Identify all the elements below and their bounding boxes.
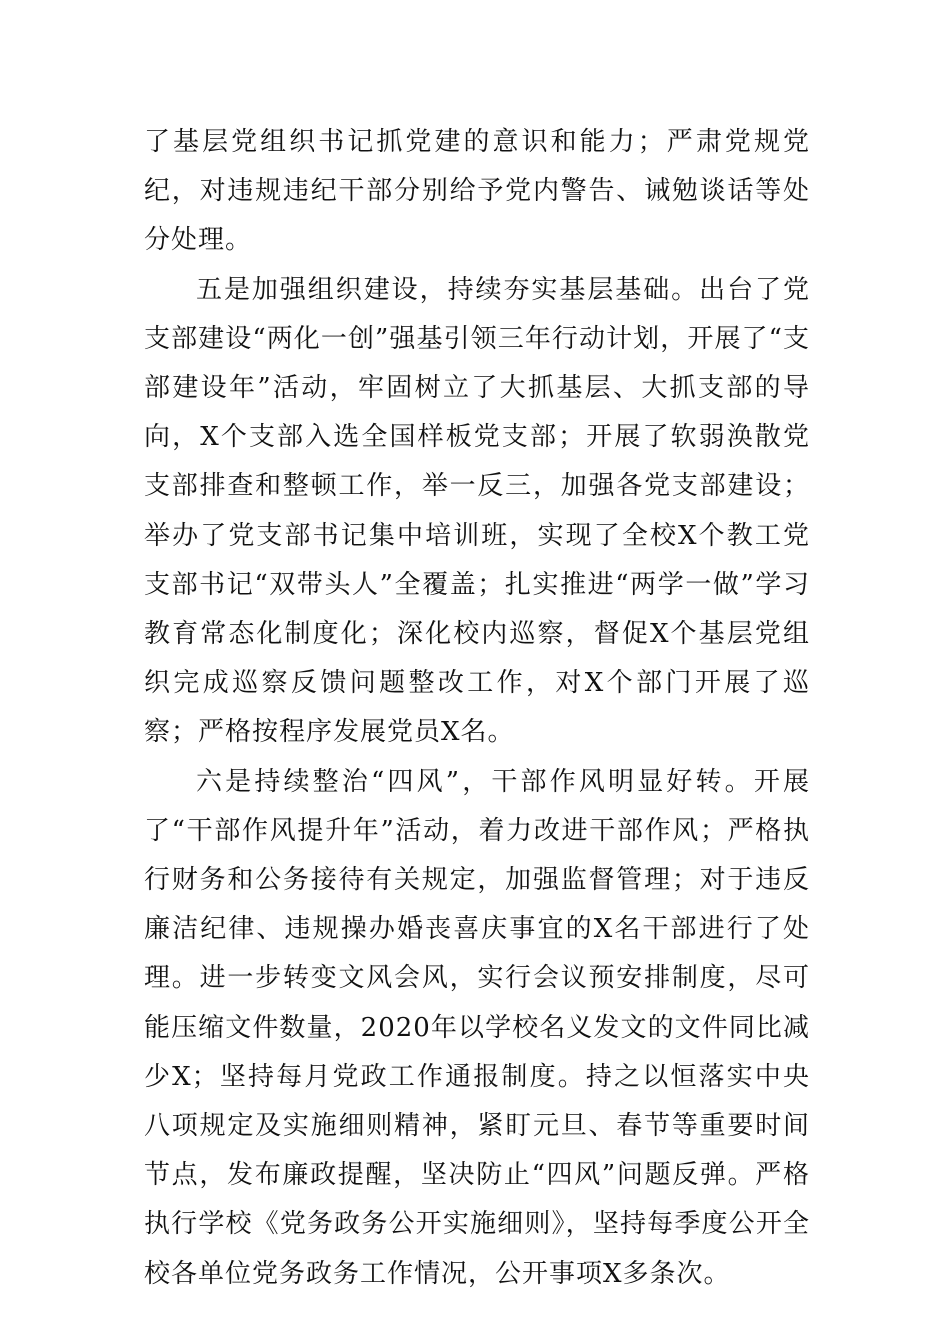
paragraph-continuation: 了基层党组织书记抓党建的意识和能力；严肃党规党纪，对违规违纪干部分别给予党内警告、诫勉谈话等处分处理。 bbox=[144, 127, 810, 256]
document-body bbox=[144, 118, 810, 1299]
paragraph-organization-building: 五是加强组织建设，持续夯实基层基础。出台了党支部建设“两化一创”强基引领三年行动计划，开展了“支部建设年”活动，牢固树立了大抓基层、大抓支部的导向，X个支部入选全国样板党支部；开展了软弱涣散党支部排查和整顿工作，举一反三，加强各党支部建设；举办了党支部书记集中培训班，实现了全校X个教工党支部书记“双带头人”全覆盖；扎实推进“两学一做”学习教育常态化制度化；深化校内巡察，督促X个基层党组织完成巡察反馈问题整改工作，对X个部门开展了巡察；严格按程序发展党员X名。 bbox=[144, 274, 810, 748]
paragraph-four-styles: 六是持续整治“四风”，干部作风明显好转。开展了“干部作风提升年”活动，着力改进干部作风；严格执行财务和公务接待有关规定，加强监督管理；对于违反廉洁纪律、违规操办婚丧喜庆事宜的X名干部进行了处理。进一步转变文风会风，实行会议预安排制度，尽可能压缩文件数量，2020年以学校名义发文的文件同比减少X；坚持每月党政工作通报制度。持之以恒落实中央八项规定及实施细则精神，紧盯元旦、春节等重要时间节点，发布廉政提醒，坚决防止“四风”问题反弹。严格执行学校《党务政务公开实施细则》，坚持每季度公开全校各单位党务政务工作情况，公开事项X多条次。 bbox=[144, 766, 810, 1289]
